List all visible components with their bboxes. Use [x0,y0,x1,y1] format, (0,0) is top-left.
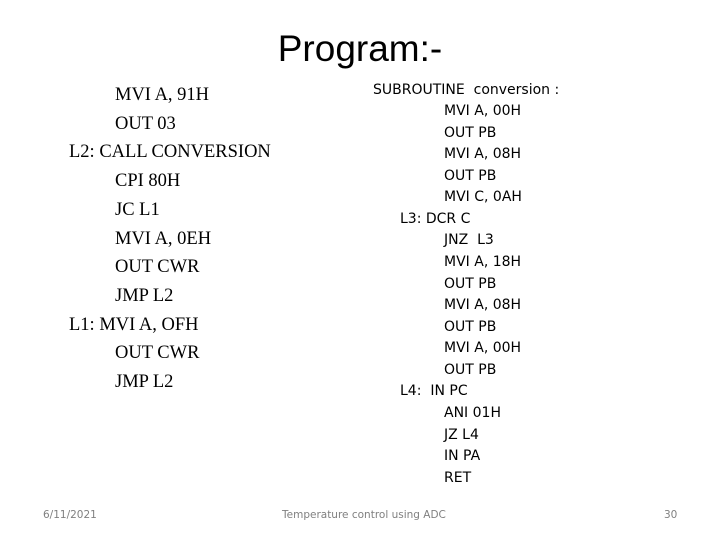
code-line: L2: CALL CONVERSION [69,142,271,162]
code-line: OUT PB [444,319,497,335]
footer-title: Temperature control using ADC [282,509,446,521]
code-line: L3: DCR C [400,211,471,227]
code-line: OUT CWR [115,343,200,363]
code-line: JMP L2 [115,286,174,306]
code-line: OUT CWR [115,257,200,277]
code-line: ANI 01H [444,405,501,421]
code-line: JZ L4 [444,427,479,443]
code-line: L4: IN PC [400,383,468,399]
code-line: OUT 03 [115,114,176,134]
code-line: MVI A, 00H [444,340,522,356]
code-line: CPI 80H [115,171,181,191]
code-line: JC L1 [115,200,160,220]
code-line: MVI A, 08H [444,146,522,162]
code-line: OUT PB [444,362,497,378]
code-line: JMP L2 [115,372,174,392]
slide-title: Program:- [277,28,443,69]
footer-date: 6/11/2021 [43,509,97,521]
code-line: OUT PB [444,276,497,292]
code-line: OUT PB [444,125,497,141]
code-line: IN PA [444,448,481,464]
code-line: MVI A, 18H [444,254,522,270]
code-line: JNZ L3 [444,232,494,248]
slide-number: 30 [664,509,678,521]
code-line: MVI A, 00H [444,103,522,119]
subroutine-header: SUBROUTINE conversion : [373,82,560,98]
code-line: MVI A, 91H [115,85,210,105]
code-line: OUT PB [444,168,497,184]
code-line: MVI A, 0EH [115,229,212,249]
code-line: RET [444,470,472,486]
code-line: MVI A, 08H [444,297,522,313]
code-line: L1: MVI A, OFH [69,315,199,335]
code-line: MVI C, 0AH [444,189,522,205]
